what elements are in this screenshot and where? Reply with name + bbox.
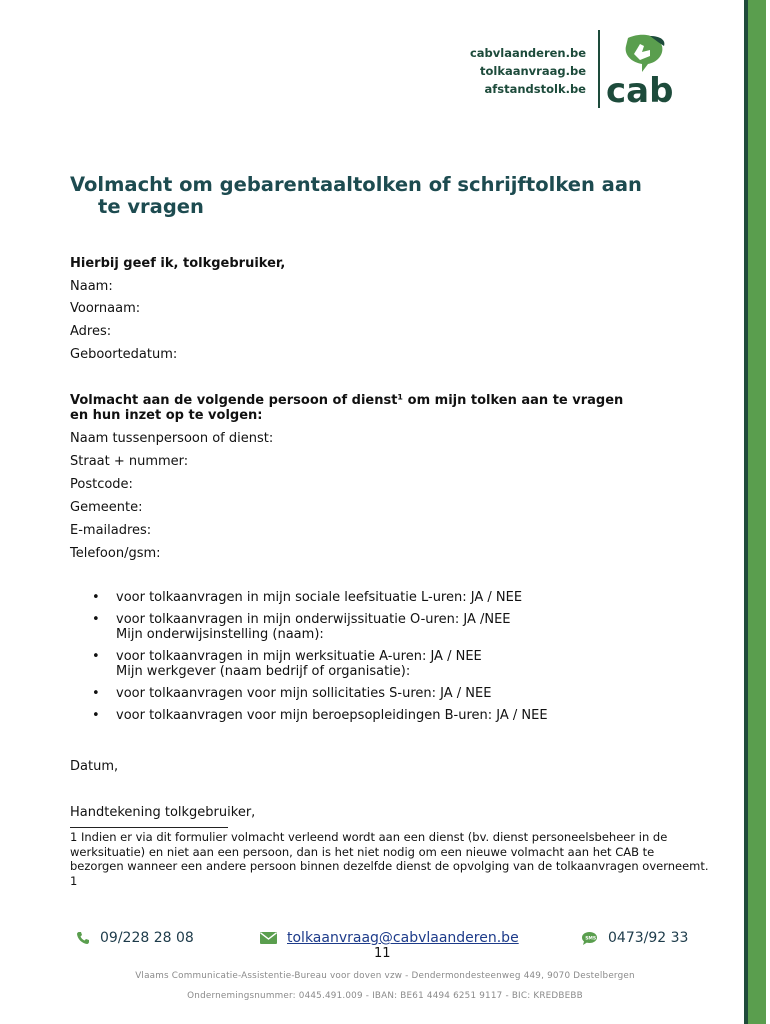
dark-stripe <box>744 0 748 1024</box>
list-item-text: voor tolkaanvragen voor mijn sollicitaties S-uren: JA / NEE <box>116 686 492 701</box>
list-item-subtext: Mijn werkgever (naam bedrijf of organisatie): <box>116 664 411 679</box>
legal-address: Vlaams Communicatie-Assistentie-Bureau voor doven vzw - Dendermondesteenweg 449, 9070 Destelbergen <box>135 971 635 981</box>
bullet-icon: • <box>92 649 100 664</box>
phone-number: 09/228 28 08 <box>100 930 194 946</box>
bullet-list <box>70 590 710 730</box>
footnote-separator <box>70 827 228 828</box>
footer-email <box>260 929 519 947</box>
page-number: 11 <box>374 946 391 961</box>
logo-text: cab <box>606 71 674 108</box>
legal-company-info: Ondernemingsnummer: 0445.491.009 - IBAN: BE61 4494 6251 9117 - BIC: KREDBEBB <box>187 991 583 1001</box>
footnote-marker: 1 <box>70 873 78 888</box>
field-gemeente: Gemeente: <box>70 500 143 515</box>
website-link[interactable]: tolkaanvraag.be <box>479 64 586 78</box>
website-link[interactable]: cabvlaanderen.be <box>469 46 586 60</box>
section1-heading: Hierbij geef ik, tolkgebruiker, <box>70 256 286 271</box>
list-item-text: voor tolkaanvragen in mijn onderwijssituatie O-uren: JA /NEE <box>116 612 511 627</box>
bullet-icon: • <box>92 612 100 627</box>
email-link[interactable]: tolkaanvraag@cabvlaanderen.be <box>287 930 519 946</box>
side-decoration-bar <box>744 0 770 1024</box>
list-item <box>70 590 710 605</box>
field-tussenpersoon: Naam tussenpersoon of dienst: <box>70 431 274 446</box>
field-naam: Naam: <box>70 279 113 294</box>
website-link[interactable]: afstandstolk.be <box>484 82 586 96</box>
bullet-icon: • <box>92 708 100 723</box>
header-websites <box>440 44 586 98</box>
footnote <box>70 830 710 888</box>
list-item <box>70 612 710 642</box>
title-line-2: te vragen <box>98 195 204 218</box>
bullet-icon: • <box>92 590 100 605</box>
field-telefoon: Telefoon/gsm: <box>70 546 161 561</box>
footer-sms <box>581 929 688 947</box>
mail-icon <box>260 932 277 944</box>
sms-icon <box>581 931 598 946</box>
cab-logo <box>606 32 690 108</box>
section2-heading-line1: Volmacht aan de volgende persoon of dienst¹ om mijn tolken aan te vragen <box>70 393 624 408</box>
list-item <box>70 686 710 701</box>
list-item-text: voor tolkaanvragen in mijn werksituatie A-uren: JA / NEE <box>116 649 482 664</box>
signature-label: Handtekening tolkgebruiker, <box>70 805 256 820</box>
field-straat: Straat + nummer: <box>70 454 189 469</box>
field-postcode: Postcode: <box>70 477 133 492</box>
datum-label: Datum, <box>70 759 119 774</box>
document-title <box>70 174 710 218</box>
field-adres: Adres: <box>70 324 112 339</box>
field-voornaam: Voornaam: <box>70 301 141 316</box>
phone-icon <box>76 931 90 945</box>
footer-phone <box>76 929 194 947</box>
list-item-text: voor tolkaanvragen in mijn sociale leefsituatie L-uren: JA / NEE <box>116 590 523 605</box>
list-item <box>70 649 710 679</box>
section2-heading-line2: en hun inzet op te volgen: <box>70 408 263 423</box>
title-line-1: Volmacht om gebarentaaltolken of schrijftolken aan <box>70 173 642 196</box>
list-item-subtext: Mijn onderwijsinstelling (naam): <box>116 627 324 642</box>
sms-number: 0473/92 33 <box>608 930 689 946</box>
list-item <box>70 708 710 723</box>
logo-divider <box>598 30 600 108</box>
svg-text:SMS: SMS <box>585 936 597 941</box>
field-email: E-mailadres: <box>70 523 152 538</box>
bullet-icon: • <box>92 686 100 701</box>
footnote-text: 1 Indien er via dit formulier volmacht verleend wordt aan een dienst (bv. dienst personeelsbeheer in de werksituatie) en niet aan een persoon, dan is het niet nodig om een nieuwe volmacht aan het CAB te bezorgen wanneer een andere persoon binnen dezelfde dienst de opvolging van de tolkaanvragen overneemt. <box>70 830 709 873</box>
field-geboortedatum: Geboortedatum: <box>70 347 178 362</box>
list-item-text: voor tolkaanvragen voor mijn beroepsopleidingen B-uren: JA / NEE <box>116 708 548 723</box>
